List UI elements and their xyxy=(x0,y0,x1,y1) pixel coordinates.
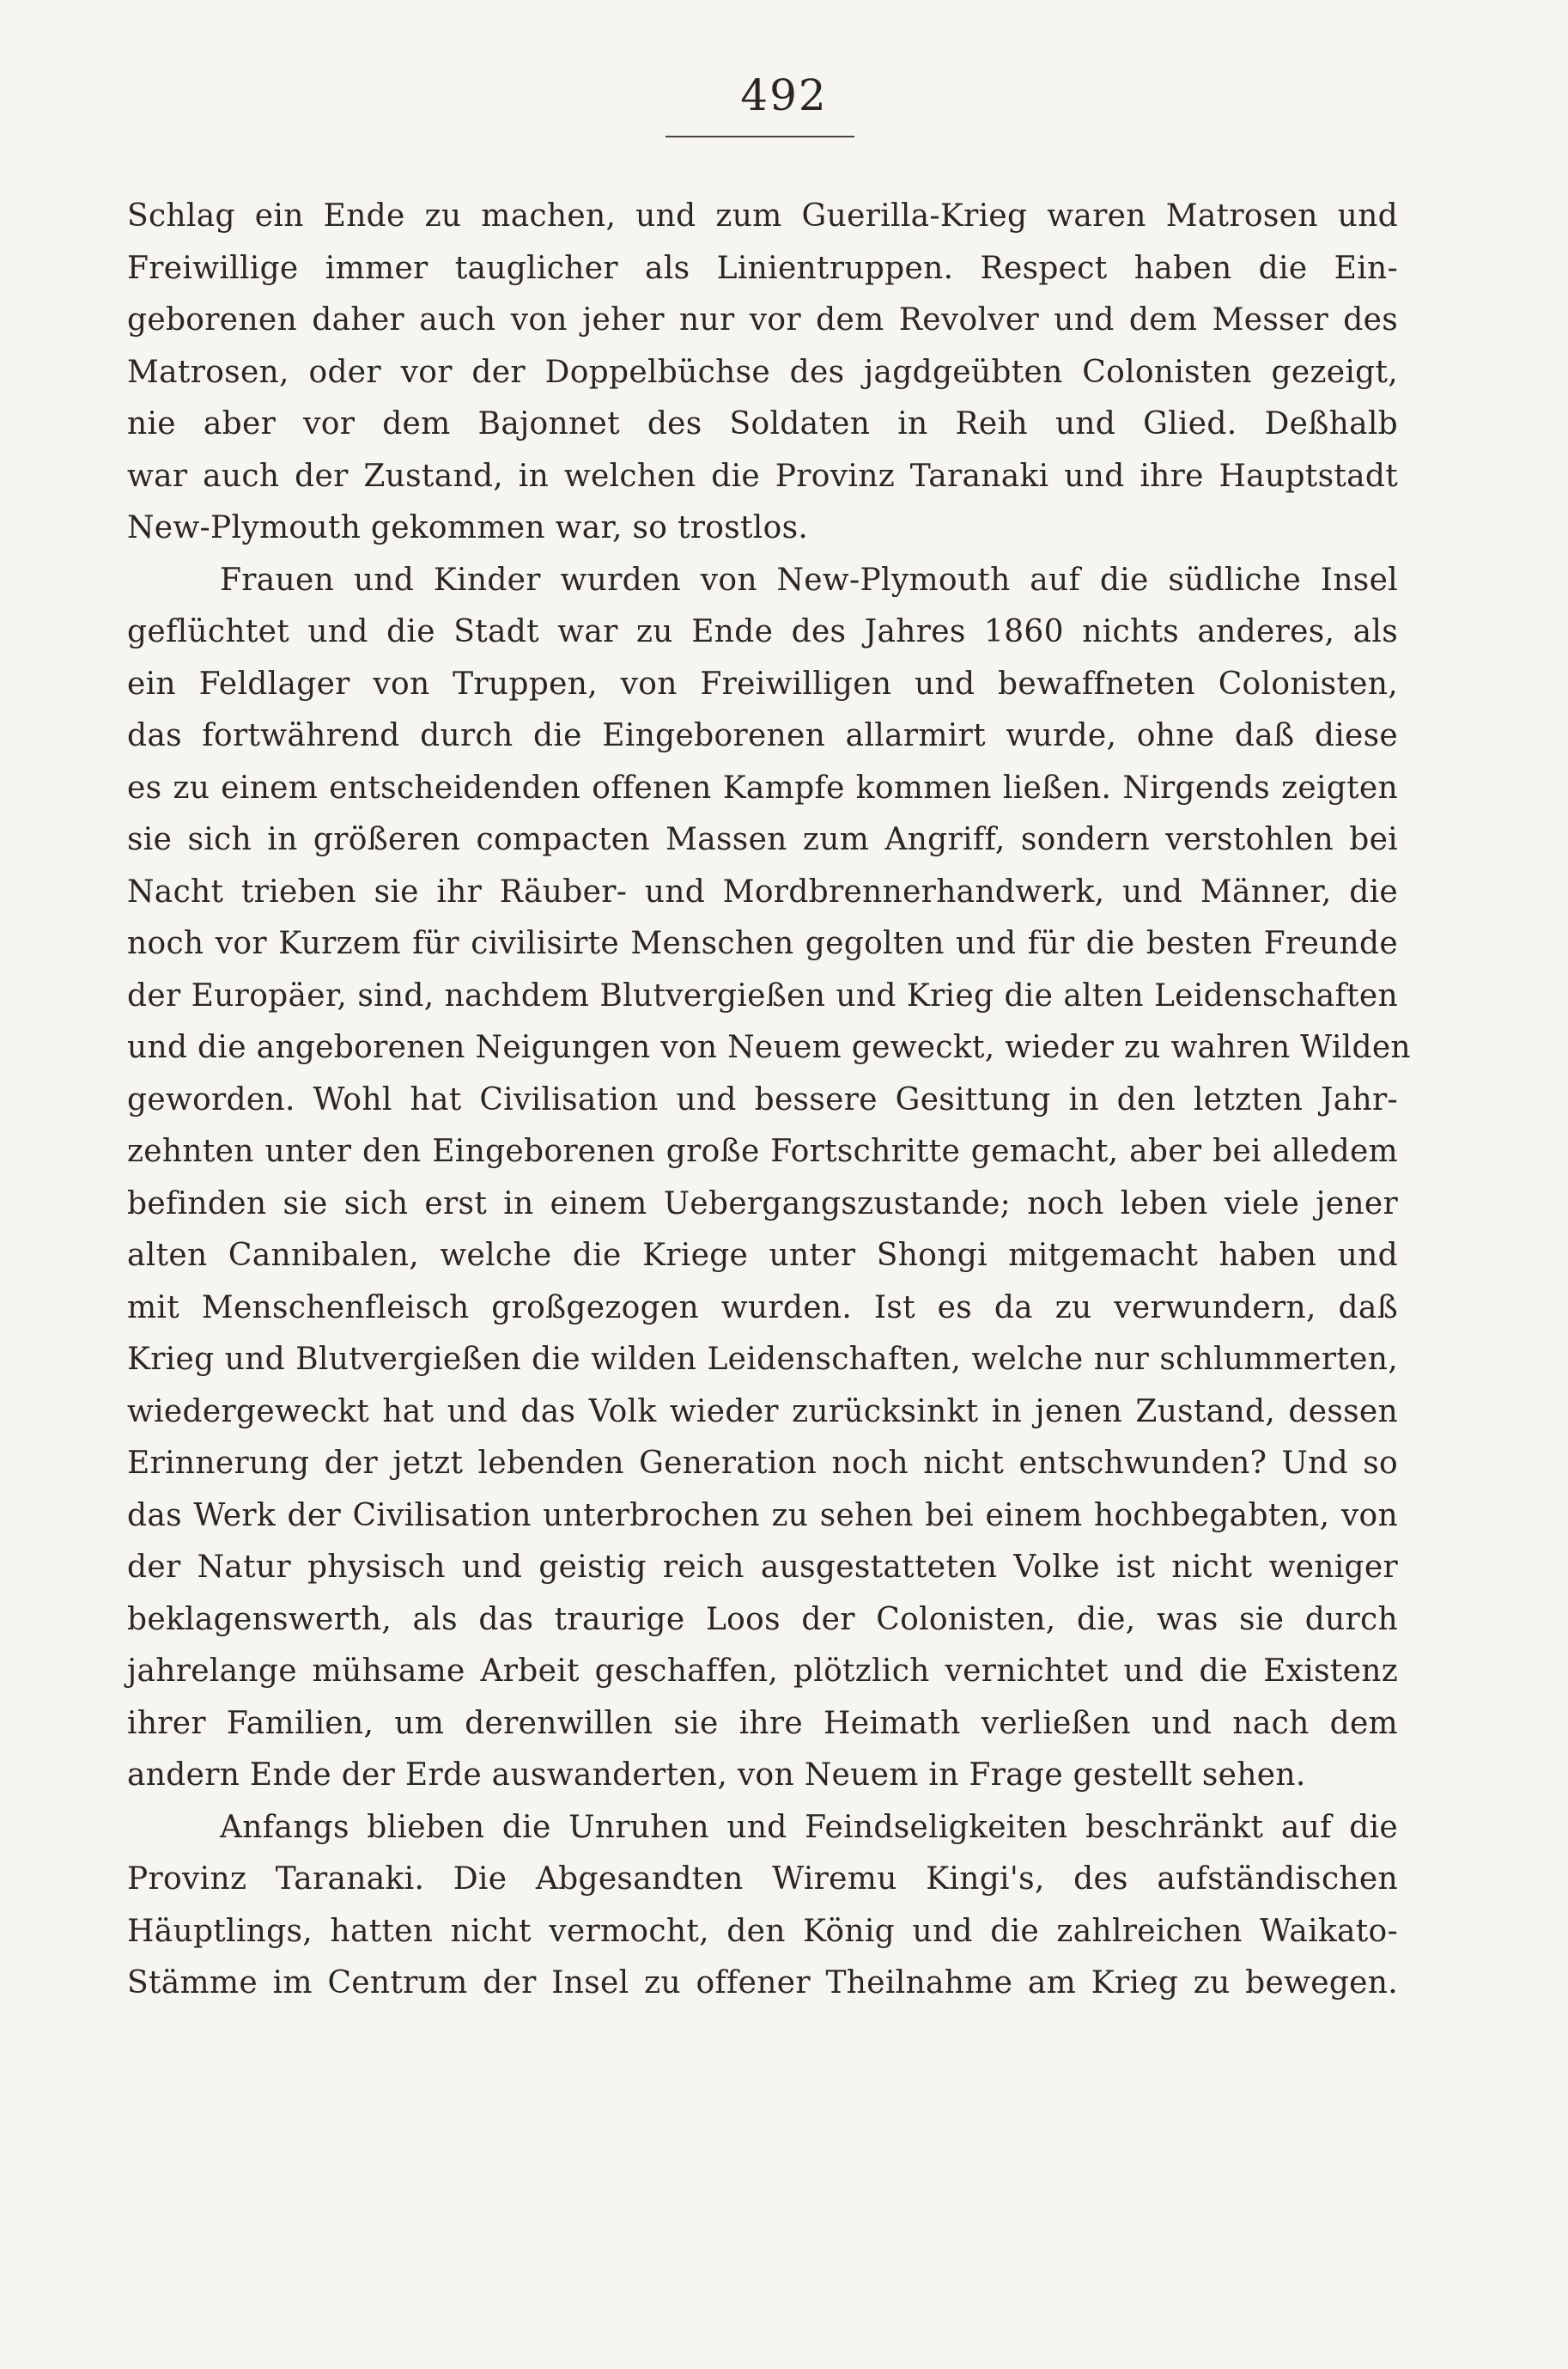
text-line: Provinz Taranaki. Die Abgesandten Wiremu Kingi's, des aufständischen xyxy=(127,1861,1398,1897)
body-text xyxy=(127,191,1411,2010)
paragraph-first-line: Anfangs blieben die Unruhen und Feindseligkeiten beschränkt auf die xyxy=(220,1809,1398,1845)
text-line: noch vor Kurzem für civilisirte Menschen gegolten und für die besten Freunde xyxy=(127,926,1398,961)
text-line: das Werk der Civilisation unterbrochen zu sehen bei einem hochbegabten, von xyxy=(127,1497,1398,1533)
text-line: der Natur physisch und geistig reich ausgestatteten Volke ist nicht weniger xyxy=(127,1550,1398,1585)
text-line: ein Feldlager von Truppen, von Freiwilligen und bewaffneten Colonisten, xyxy=(127,666,1398,702)
text-line: geworden. Wohl hat Civilisation und bessere Gesittung in den letzten Jahr- xyxy=(127,1081,1398,1118)
text-line: der Europäer, sind, nachdem Blutvergießen und Krieg die alten Leidenschaften xyxy=(127,977,1398,1014)
text-line: und die angeborenen Neigungen von Neuem geweckt, wieder zu wahren Wilden xyxy=(127,1030,1411,1065)
text-line: Häuptlings, hatten nicht vermocht, den König und die zahlreichen Waikato- xyxy=(127,1913,1398,1949)
text-line: befinden sie sich erst in einem Uebergangszustande; noch leben viele jener xyxy=(127,1185,1398,1221)
text-line: war auch der Zustand, in welchen die Provinz Taranaki und ihre Hauptstadt xyxy=(127,458,1398,494)
paragraph-first-line: Frauen und Kinder wurden von New-Plymouth auf die südliche Insel xyxy=(220,562,1398,598)
text-line: zehnten unter den Eingeborenen große Fortschritte gemacht, aber bei alledem xyxy=(127,1134,1398,1169)
text-line: New-Plymouth gekommen war, so trostlos. xyxy=(127,510,809,545)
text-line: wiedergeweckt hat und das Volk wieder zurücksinkt in jenen Zustand, dessen xyxy=(127,1393,1398,1429)
text-line: geflüchtet und die Stadt war zu Ende des Jahres 1860 nichts anderes, als xyxy=(127,614,1398,649)
text-line: Nacht trieben sie ihr Räuber- und Mordbrennerhandwerk, und Männer, die xyxy=(127,874,1398,910)
text-line: beklagenswerth, als das traurige Loos der Colonisten, die, was sie durch xyxy=(127,1601,1398,1637)
text-line: Erinnerung der jetzt lebenden Generation noch nicht entschwunden? Und so xyxy=(127,1446,1398,1481)
text-line: jahrelange mühsame Arbeit geschaffen, plötzlich vernichtet und die Existenz xyxy=(127,1653,1398,1689)
header-rule xyxy=(665,136,854,137)
text-line: geborenen daher auch von jeher nur vor dem Revolver und dem Messer des xyxy=(127,302,1398,338)
text-line: sie sich in größeren compacten Massen zum Angriff, sondern verstohlen bei xyxy=(127,822,1398,857)
page-number: 492 xyxy=(740,70,828,120)
text-line: mit Menschenfleisch großgezogen wurden. Ist es da zu verwundern, daß xyxy=(127,1289,1398,1325)
text-line: Schlag ein Ende zu machen, und zum Guerilla-Krieg waren Matrosen und xyxy=(127,198,1398,234)
text-line: ihrer Familien, um derenwillen sie ihre Heimath verließen und nach dem xyxy=(127,1705,1398,1741)
text-line: andern Ende der Erde auswanderten, von Neuem in Frage gestellt sehen. xyxy=(127,1757,1306,1793)
text-line: nie aber vor dem Bajonnet des Soldaten in Reih und Glied. Deßhalb xyxy=(127,406,1398,442)
text-line: das fortwährend durch die Eingeborenen allarmirt wurde, ohne daß diese xyxy=(127,718,1398,753)
text-line: Krieg und Blutvergießen die wilden Leidenschaften, welche nur schlummerten, xyxy=(127,1342,1398,1377)
text-line: Stämme im Centrum der Insel zu offener Theilnahme am Krieg zu bewegen. xyxy=(127,1965,1398,2001)
text-line: Matrosen, oder vor der Doppelbüchse des jagdgeübten Colonisten gezeigt, xyxy=(127,354,1398,390)
text-line: es zu einem entscheidenden offenen Kampfe kommen ließen. Nirgends zeigten xyxy=(127,770,1398,806)
text-line: alten Cannibalen, welche die Kriege unter Shongi mitgemacht haben und xyxy=(127,1238,1398,1273)
text-line: Freiwillige immer tauglicher als Linientruppen. Respect haben die Ein- xyxy=(127,250,1398,286)
